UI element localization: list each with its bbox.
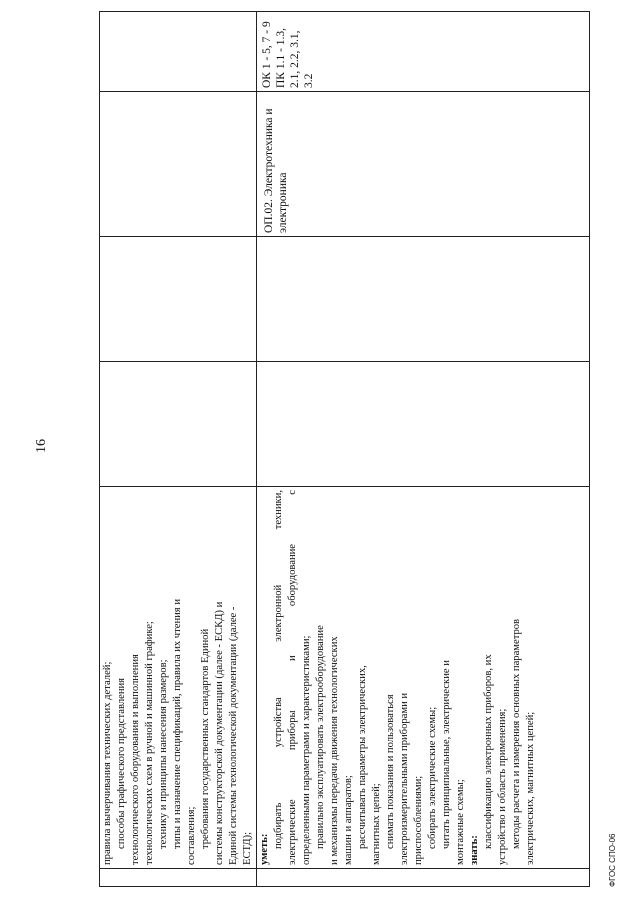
skill-line: подбирать устройства электронной техники, (273, 490, 284, 849)
knowledge-line: ЕСТД); (242, 831, 253, 865)
skill-line: электрические приборы и оборудование с (287, 490, 298, 865)
knowledge-cell (100, 487, 257, 869)
knowledge-list (101, 490, 255, 865)
skill-line: и механизмы передачи движения технологических (329, 636, 340, 865)
hours-cell (100, 362, 257, 487)
page-number: 16 (34, 439, 49, 453)
skill-line: электроизмерительными приборами и (399, 692, 410, 865)
knowledge-line: Единой системы технологической документации (далее - (228, 606, 239, 865)
hours-cell (257, 362, 590, 487)
knowledge-line: электрических, магнитных цепей; (525, 711, 536, 865)
knowledge-line: способы графического представления (116, 677, 127, 849)
skill-line: определенными параметрами и характеристиками; (301, 635, 312, 865)
znat-heading: знать: (469, 835, 480, 865)
umet-list (272, 490, 468, 865)
knowledge-line: классификацию электронных приборов, их (483, 654, 494, 849)
table-row (100, 12, 257, 887)
skills-cell (257, 487, 590, 869)
skill-line: приспособлениями; (413, 775, 424, 865)
competencies-cell (100, 12, 257, 92)
skill-line: монтажные схемы; (455, 779, 466, 865)
skill-line: снимать показания и пользоваться (385, 694, 396, 849)
knowledge-line: правила вычерчивания технических деталей; (102, 661, 113, 865)
skill-line: правильно эксплуатировать электрооборудование (315, 625, 326, 849)
discipline-cell (100, 92, 257, 237)
skill-line: машин и аппаратов; (343, 775, 354, 865)
knowledge-line: устройство и область применения; (497, 708, 508, 865)
skill-line: собирать электрические схемы; (427, 706, 438, 849)
index-cell (257, 869, 590, 887)
knowledge-line: составления; (186, 806, 197, 865)
hours-cell (257, 237, 590, 362)
table-row (257, 12, 590, 887)
index-cell (100, 869, 257, 887)
knowledge-line: технологического оборудования и выполнения (130, 654, 141, 865)
knowledge-line: методы расчета и измерения основных параметров (511, 618, 522, 849)
footer-code: ФГОС СПО-06 (608, 833, 617, 887)
competencies-cell (257, 12, 590, 92)
knowledge-line: типы и назначение спецификаций, правила их чтения и (172, 599, 183, 849)
skill-line: рассчитывать параметры электрических, (357, 665, 368, 849)
knowledge-line: технологических схем в ручной и машинной графике; (144, 621, 155, 865)
hours-cell (100, 237, 257, 362)
knowledge-line: системы конструкторской документации (далее - ЕСКД) и (214, 601, 225, 865)
knowledge-line: технику и принципы нанесения размеров; (158, 659, 169, 849)
discipline-name: ОП.02. Электротехника и электроника (263, 108, 289, 233)
umet-heading: уметь: (259, 833, 270, 865)
skill-line: магнитных цепей; (371, 783, 382, 865)
discipline-cell (257, 92, 590, 237)
znat-list (482, 490, 538, 865)
skill-line: читать принципиальные, электрические и (441, 660, 452, 849)
competencies-list: ОК 1 - 5, 7 - 9 ПК 1.1 - 1.3, 2.1, 2.2, 3.1, 3.2 (261, 21, 315, 88)
knowledge-line: требования государственных стандартов Единой (200, 628, 211, 849)
curriculum-table (99, 11, 590, 887)
